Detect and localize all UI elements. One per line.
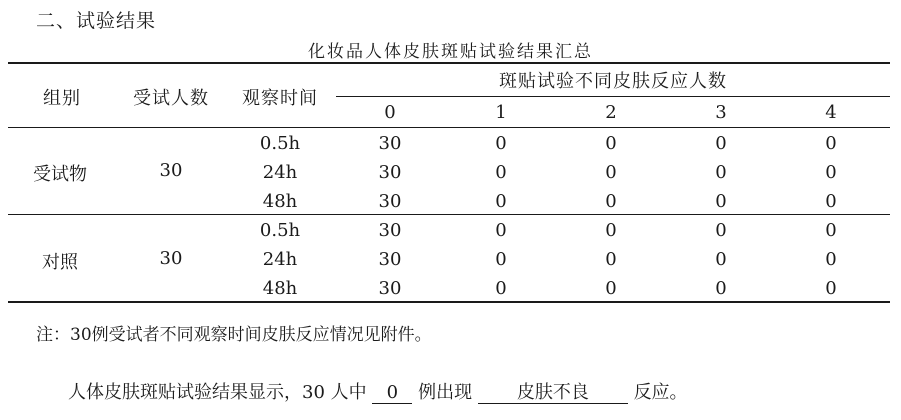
table-top-rule bbox=[8, 62, 890, 64]
header-grade-4: 4 bbox=[825, 102, 837, 123]
table-bottom-rule bbox=[8, 301, 890, 303]
header-grade-0: 0 bbox=[384, 102, 396, 123]
header-grade-1: 1 bbox=[495, 102, 507, 123]
row-value: 0 bbox=[495, 191, 507, 212]
row-value: 0 bbox=[825, 278, 837, 299]
row-value: 0 bbox=[495, 249, 507, 270]
group-subjects: 30 bbox=[159, 248, 183, 269]
row-time: 0.5h bbox=[259, 220, 301, 241]
header-time: 观察时间 bbox=[242, 88, 318, 109]
header-reaction-span: 斑贴试验不同皮肤反应人数 bbox=[499, 71, 727, 92]
row-value: 0 bbox=[605, 133, 617, 154]
row-value: 0 bbox=[715, 220, 727, 241]
row-value: 0 bbox=[495, 220, 507, 241]
group-subjects: 30 bbox=[159, 160, 183, 181]
row-value: 30 bbox=[378, 249, 402, 270]
row-time: 0.5h bbox=[259, 133, 301, 154]
conclusion-count: 0 bbox=[372, 383, 412, 404]
row-time: 48h bbox=[262, 278, 298, 299]
row-time: 24h bbox=[262, 249, 298, 270]
row-value: 0 bbox=[715, 162, 727, 183]
row-value: 0 bbox=[605, 191, 617, 212]
row-value: 30 bbox=[378, 162, 402, 183]
row-value: 0 bbox=[605, 249, 617, 270]
row-value: 0 bbox=[715, 278, 727, 299]
row-value: 30 bbox=[378, 191, 402, 212]
row-time: 48h bbox=[262, 191, 298, 212]
conclusion-middle: 例出现 bbox=[418, 382, 473, 403]
row-value: 0 bbox=[495, 133, 507, 154]
table-note: 注：30例受试者不同观察时间皮肤反应情况见附件。 bbox=[36, 325, 432, 345]
row-value: 30 bbox=[378, 278, 402, 299]
row-value: 0 bbox=[495, 162, 507, 183]
header-bottom-rule bbox=[8, 127, 890, 128]
row-value: 0 bbox=[825, 220, 837, 241]
row-value: 0 bbox=[825, 133, 837, 154]
header-group: 组别 bbox=[43, 88, 81, 109]
row-value: 0 bbox=[825, 249, 837, 270]
row-value: 0 bbox=[605, 220, 617, 241]
group-name: 受试物 bbox=[33, 164, 87, 185]
group-name: 对照 bbox=[42, 252, 78, 273]
header-sub-rule bbox=[336, 96, 890, 97]
row-value: 0 bbox=[715, 191, 727, 212]
row-value: 0 bbox=[715, 249, 727, 270]
row-value: 0 bbox=[825, 162, 837, 183]
table-title: 化妆品人体皮肤斑贴试验结果汇总 bbox=[308, 42, 593, 62]
section-heading: 二、试验结果 bbox=[36, 10, 157, 32]
header-subjects: 受试人数 bbox=[133, 88, 209, 109]
row-value: 0 bbox=[715, 133, 727, 154]
conclusion-sentence bbox=[68, 378, 688, 404]
row-value: 0 bbox=[495, 278, 507, 299]
row-value: 30 bbox=[378, 220, 402, 241]
row-value: 0 bbox=[605, 162, 617, 183]
conclusion-suffix: 反应。 bbox=[633, 382, 688, 403]
header-grade-2: 2 bbox=[605, 102, 617, 123]
row-value: 0 bbox=[605, 278, 617, 299]
header-grade-3: 3 bbox=[715, 102, 727, 123]
row-value: 0 bbox=[825, 191, 837, 212]
row-value: 30 bbox=[378, 133, 402, 154]
conclusion-prefix: 人体皮肤斑贴试验结果显示，30 人中 bbox=[68, 382, 367, 403]
conclusion-reaction: 皮肤不良 bbox=[478, 383, 628, 404]
group-divider-rule bbox=[8, 214, 890, 215]
row-time: 24h bbox=[262, 162, 298, 183]
